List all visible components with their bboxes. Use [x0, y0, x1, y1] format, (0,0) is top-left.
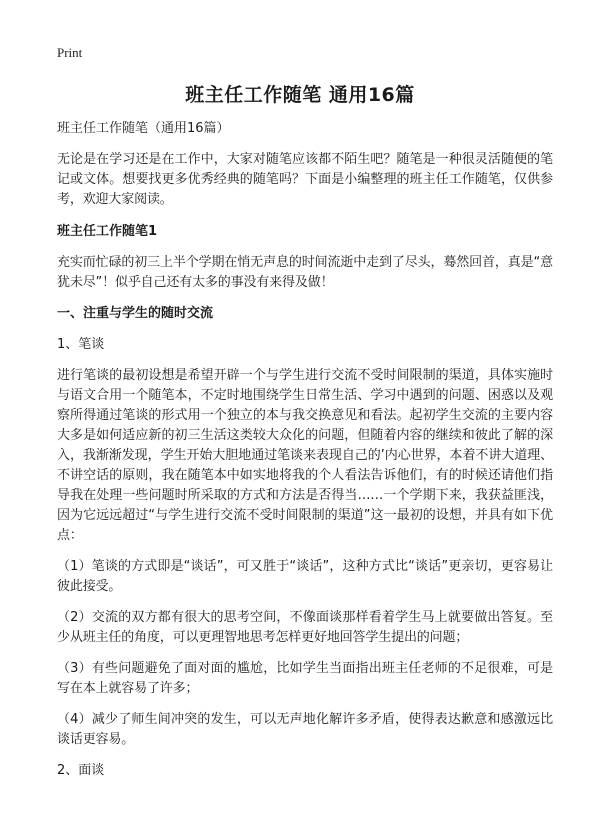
- section-paragraph: 充实而忙碌的初三上半个学期在悄无声息的时间流逝中走到了尽头，蓦然回首，真是“意犹未尽”！似乎自己还有太多的事没有来得及做！: [57, 255, 553, 290]
- point-1: （1）笔谈的方式即是“谈话”，可又胜于“谈话”，这种方式比“谈话”更亲切，更容易让彼此接受。: [57, 559, 553, 594]
- article-body: [57, 119, 553, 792]
- item-label-face-talk: 2、面谈: [57, 763, 105, 778]
- item-paragraph-written-talk: 进行笔谈的最初设想是希望开辟一个与学生进行交流不受时间限制的渠道，具体实施时与语文合用一个随笔本，不定时地围绕学生日常生活、学习中遇到的问题、困惑以及观察所得通过笔谈的形式用一个独立的本与我交换意见和看法。起初学生交流的主要内容大多是如何适应新的初三生活这类较大众化的问题，但随着内容的继续和彼此了解的深入，我渐渐发现，学生开始大胆地通过笔谈来表现自己的’内心世界，本着不讲大道理、不讲空话的原则，我在随笔本中如实地将我的个人看法告诉他们，有的时候还请他们指导我在处理一些问题时所采取的方式和方法是否得当……一个学期下来，我获益匪浅，因为它远远超过“与学生进行交流不受时间限制的渠道”这一最初的设想，并具有如下优点：: [57, 368, 553, 543]
- article-subtitle: 班主任工作随笔（通用16篇）: [57, 121, 230, 136]
- point-3: （3）有些问题避免了面对面的尴尬，比如学生当面指出班主任老师的不足很难，可是写在本上就容易了许多；: [57, 661, 553, 696]
- section-heading: 班主任工作随笔1: [57, 224, 158, 239]
- subsection-heading: 一、注重与学生的随时交流: [57, 306, 214, 321]
- point-2: （2）交流的双方都有很大的思考空间，不像面谈那样看着学生马上就要做出答复。至少从班主任的角度，可以更理智地思考怎样更好地回答学生提出的问题；: [57, 610, 553, 645]
- intro-paragraph: 无论是在学习还是在工作中，大家对随笔应该都不陌生吧？随笔是一种很灵活随便的笔记或文体。想要找更多优秀经典的随笔吗？下面是小编整理的班主任工作随笔，仅供参考，欢迎大家阅读。: [57, 152, 553, 207]
- print-link[interactable]: Print: [57, 45, 83, 60]
- point-4: （4）减少了师生间冲突的发生，可以无声地化解许多矛盾，使得表达歉意和感激远比谈话更容易。: [57, 712, 553, 747]
- page-title: 班主任工作随笔 通用16篇: [185, 84, 415, 106]
- item-label-written-talk: 1、笔谈: [57, 337, 105, 352]
